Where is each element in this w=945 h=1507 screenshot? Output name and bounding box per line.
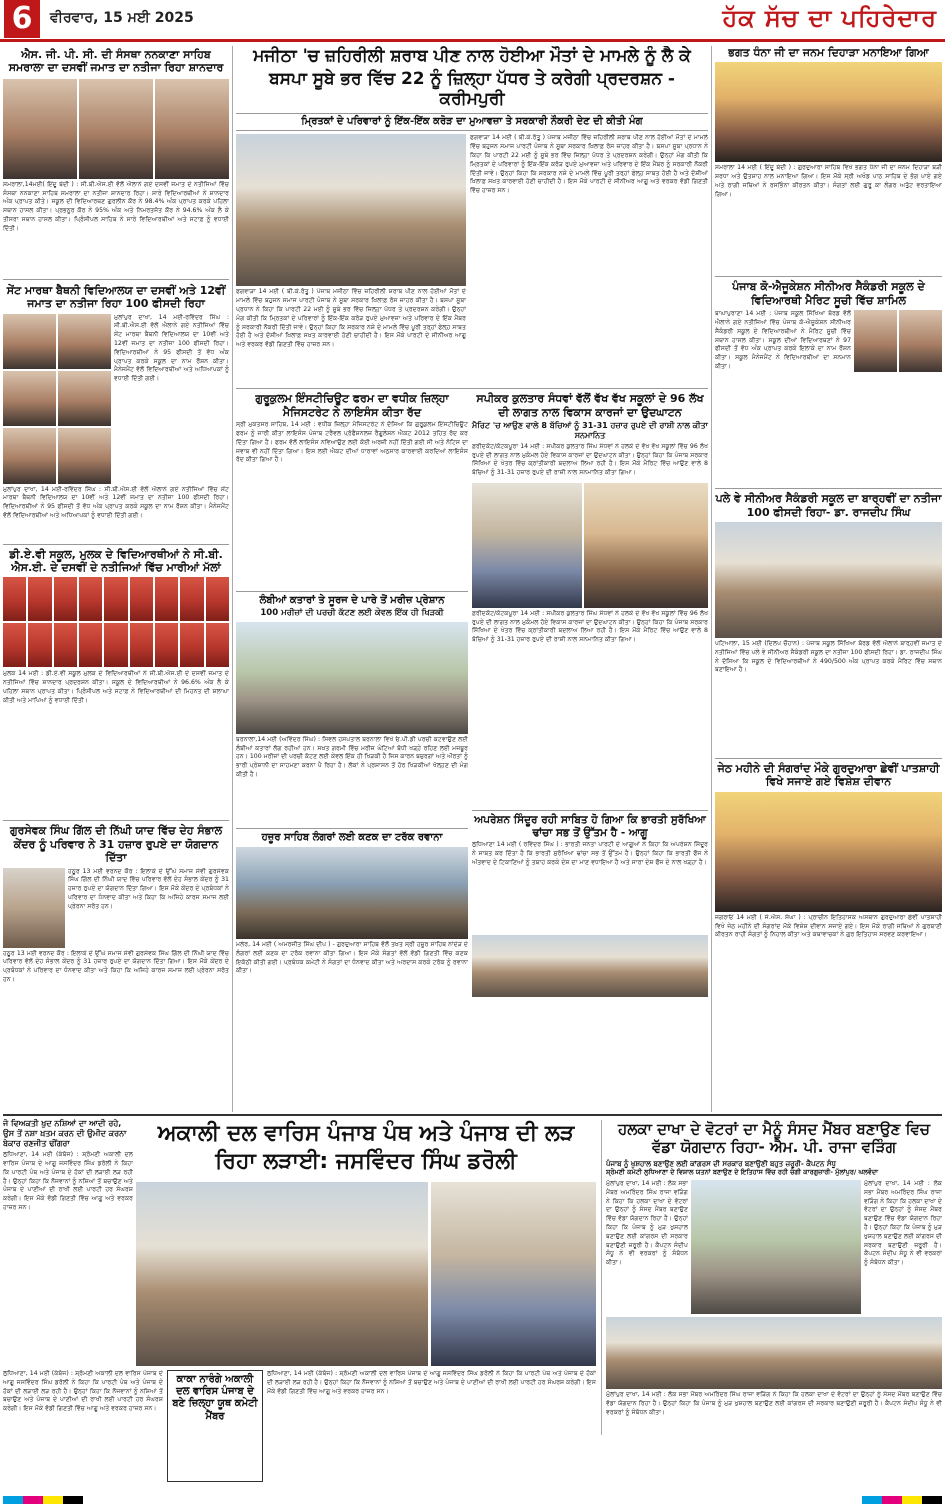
story-body-cont2: ਲੁਧਿਆਣਾ, 14 ਮਈ (ਕੰਬੋਜ) : ਸ਼੍ਰੋਮਣੀ ਅਕਾਲੀ ਦਲ ਵਾਰਿਸ ਪੰਜਾਬ ਦੇ ਆਗੂ ਜਸਵਿੰਦਰ ਸਿੰਘ ਡਰੋਲੀ ਨੇ ਕਿਹਾ ਕਿ ਪਾਰਟੀ ਪੰਥ ਅਤੇ ਪੰਜਾਬ ਦੇ ਹੱਕਾਂ ਦੀ ਲੜਾਈ ਲੜ ਰਹੀ ਹੈ। ਉਨ੍ਹਾਂ ਕਿਹਾ ਕਿ ਨੌਜਵਾਨਾਂ ਨੂੰ ਨਸ਼ਿਆਂ ਤੋਂ ਬਚਾਉਣ ਅਤੇ ਪੰਜਾਬ ਦੇ ਪਾਣੀਆਂ ਦੀ ਰਾਖੀ ਲਈ ਪਾਰਟੀ ਹਰ ਸੰਘਰਸ਼ ਕਰੇਗੀ। ਇਸ ਮੌਕੇ ਵੱਡੀ ਗਿਣਤੀ ਵਿੱਚ ਆਗੂ ਅਤੇ ਵਰਕਰ ਹਾਜ਼ਰ ਸਨ। — [267, 1370, 596, 1395]
story-body: ਸ੍ਰੀ ਮੁਕਤਸਰ ਸਾਹਿਬ, 14 ਮਈ : ਵਧੀਕ ਜ਼ਿਲ੍ਹਾ ਮੈਜਿਸਟਰੇਟ ਨੇ ਦੱਸਿਆ ਕਿ ਗੁਰੂਕੁਲਮ ਇੰਸਟੀਚਿਊਟ ਫਰਮ ਨੂੰ ਜਾਰੀ ਕੀਤਾ ਲਾਇਸੰਸ ਪੰਜਾਬ ਟਰੈਵਲ ਪ੍ਰੋਫੈਸ਼ਨਲਜ਼ ਰੈਗੂਲੇਸ਼ਨ ਐਕਟ 2012 ਤਹਿਤ ਰੱਦ ਕਰ ਦਿੱਤਾ ਗਿਆ ਹੈ। ਫਰਮ ਵੱਲੋਂ ਲਾਇਸੰਸ ਨਵਿਆਉਣ ਲਈ ਕੋਈ ਅਰਜ਼ੀ ਨਹੀਂ ਦਿੱਤੀ ਗਈ ਸੀ ਅਤੇ ਨੋਟਿਸ ਦਾ ਜਵਾਬ ਵੀ ਨਹੀਂ ਦਿੱਤਾ ਗਿਆ। ਇਸ ਲਈ ਐਕਟ ਦੀਆਂ ਧਾਰਾਵਾਂ ਅਨੁਸਾਰ ਕਾਰਵਾਈ ਕਰਦਿਆਂ ਲਾਇਸੰਸ ਰੱਦ ਕੀਤਾ ਗਿਆ ਹੈ। — [236, 421, 468, 464]
paper-name: ਹੱਕ ਸੱਚ ਦਾ ਪਹਿਰੇਦਾਰ — [722, 4, 937, 32]
story-title: ਅਪਰੇਸ਼ਨ ਸਿੰਦੂਰ ਰਹੀ ਸਾਬਿਤ ਹੋ ਗਿਆ ਕਿ ਭਾਰਤੀ ਸੁਰੱਖਿਆ ਢਾਂਚਾ ਸਭ ਤੋਂ ਉੱਤਮ ਹੈ - ਆਗੂ — [474, 813, 706, 839]
story-body-cont: ਹਠੂਰ 13 ਮਈ ਵਰਨਦ ਕੌਰ : ਇਲਾਕੇ ਦੇ ਉੱਘੇ ਸਮਾਜ ਸੇਵੀ ਗੁਰਸੇਵਕ ਸਿੰਘ ਗਿੱਲ ਦੀ ਨਿੱਘੀ ਯਾਦ ਵਿੱਚ ਪਰਿਵਾਰ ਵੱਲੋਂ ਦੇਹ ਸੰਭਾਲ ਕੇਂਦਰ ਨੂੰ 31 ਹਜ਼ਾਰ ਰੁਪਏ ਦਾ ਯੋਗਦਾਨ ਦਿੱਤਾ ਗਿਆ। ਇਸ ਮੌਕੇ ਕੇਂਦਰ ਦੇ ਪ੍ਰਬੰਧਕਾਂ ਨੇ ਪਰਿਵਾਰ ਦਾ ਧੰਨਵਾਦ ਕੀਤਾ ਅਤੇ ਕਿਹਾ ਕਿ ਅਜਿਹੇ ਕਾਰਜ ਸਮਾਜ ਲਈ ਪ੍ਰੇਰਨਾ ਸਰੋਤ ਹਨ। — [3, 949, 229, 984]
story-body: ਪਟਿਆਲਾ, 15 ਮਈ (ਦਿਲਪ ਚੌਹਾਨ) : ਪੰਜਾਬ ਸਕੂਲ ਸਿੱਖਿਆ ਬੋਰਡ ਵੱਲੋਂ ਐਲਾਨੇ ਬਾਰ੍ਹਵੀਂ ਜਮਾਤ ਦੇ ਨਤੀਜਿਆਂ ਵਿੱਚ ਪਲੇ ਵੇ ਸੀਨੀਅਰ ਸੈਕੰਡਰੀ ਸਕੂਲ ਦਾ ਨਤੀਜਾ 100 ਫੀਸਦੀ ਰਿਹਾ। ਡਾ. ਰਾਜਦੀਪ ਸਿੰਘ ਨੇ ਦੱਸਿਆ ਕਿ ਸਕੂਲ ਦੇ ਵਿਦਿਆਰਥੀਆਂ ਨੇ 490/500 ਅੰਕ ਪ੍ਰਾਪਤ ਕਰਕੇ ਮੈਰਿਟ ਵਿੱਚ ਸਥਾਨ ਬਣਾਇਆ ਹੈ। — [715, 640, 942, 674]
bottom-lead-headline: ਅਕਾਲੀ ਦਲ ਵਾਰਿਸ ਪੰਜਾਬ ਪੰਥ ਅਤੇ ਪੰਜਾਬ ਦੀ ਲੜ ਰਿਹਾ ਲੜਾਈ: ਜਸਵਿੰਦਰ ਸਿੰਘ ਡਰੋਲੀ — [157, 1121, 575, 1174]
story-body-cont: ਫ਼ਰੀਦਕੋਟ/ਕੋਟਕਪੂਰਾ 14 ਮਈ : ਸਪੀਕਰ ਕੁਲਤਾਰ ਸਿੰਘ ਸੰਧਵਾਂ ਨੇ ਹਲਕੇ ਦੇ ਵੱਖ ਵੱਖ ਸਕੂਲਾਂ ਵਿੱਚ 96 ਲੱਖ ਰੁਪਏ ਦੀ ਲਾਗਤ ਨਾਲ ਮੁਕੰਮਲ ਹੋਏ ਵਿਕਾਸ ਕਾਰਜਾਂ ਦਾ ਉਦਘਾਟਨ ਕੀਤਾ। ਉਨ੍ਹਾਂ ਕਿਹਾ ਕਿ ਪੰਜਾਬ ਸਰਕਾਰ ਸਿੱਖਿਆ ਦੇ ਖੇਤਰ ਵਿੱਚ ਕ੍ਰਾਂਤੀਕਾਰੀ ਬਦਲਾਅ ਲਿਆ ਰਹੀ ਹੈ। ਇਸ ਮੌਕੇ ਮੈਰਿਟ ਵਿੱਚ ਆਉਣ ਵਾਲੇ 8 ਬੱਚਿਆਂ ਨੂੰ 31-31 ਹਜ਼ਾਰ ਰੁਪਏ ਦੀ ਰਾਸ਼ੀ ਨਾਲ ਸਨਮਾਨਿਤ ਕੀਤਾ ਗਿਆ। — [472, 609, 708, 644]
gurdwara-event-photo — [715, 62, 942, 162]
story-subtitle: ਮੈਰਿਟ 'ਚ ਆਉਣ ਵਾਲੇ 8 ਬੱਚਿਆਂ ਨੂੰ 31-31 ਹਜ਼ਾਰ ਰੁਪਏ ਦੀ ਰਾਸ਼ੀ ਨਾਲ ਕੀਤਾ ਸਨਮਾਨਿਤ — [472, 421, 708, 440]
story-body-cont: ਮੁੱਲਾਂਪੁਰ ਦਾਖਾ, 14 ਮਈ : ਲੋਕ ਸਭਾ ਮੈਂਬਰ ਅਮਰਿੰਦਰ ਸਿੰਘ ਰਾਜਾ ਵੜਿੰਗ ਨੇ ਕਿਹਾ ਕਿ ਹਲਕਾ ਦਾਖਾ ਦੇ ਵੋਟਰਾਂ ਦਾ ਉਨ੍ਹਾਂ ਨੂੰ ਸੰਸਦ ਮੈਂਬਰ ਬਣਾਉਣ ਵਿੱਚ ਵੱਡਾ ਯੋਗਦਾਨ ਰਿਹਾ ਹੈ। ਉਨ੍ਹਾਂ ਕਿਹਾ ਕਿ ਪੰਜਾਬ ਨੂੰ ਮੁੜ ਖੁਸ਼ਹਾਲ ਬਣਾਉਣ ਲਈ ਕਾਂਗਰਸ ਦੀ ਸਰਕਾਰ ਬਣਾਉਣੀ ਜ਼ਰੂਰੀ ਹੈ। ਕੈਪਟਨ ਸੰਦੀਪ ਸੰਧੂ ਨੇ ਵੀ ਵਰਕਰਾਂ ਨੂੰ ਸੰਬੋਧਨ ਕੀਤਾ। — [864, 1180, 942, 1267]
story-subtitle: 100 ਮਰੀਜ਼ਾਂ ਦੀ ਪਰਚੀ ਕੱਟਣ ਲਈ ਕੇਵਲ ਇੱਕ ਹੀ ਖਿੜਕੀ — [260, 608, 444, 619]
story-title: ਭਗਤ ਧੰਨਾ ਜੀ ਦਾ ਜਨਮ ਦਿਹਾੜਾ ਮਨਾਇਆ ਗਿਆ — [728, 46, 929, 59]
boxed-headline: ਕਾਕਾ ਨਾਰੰਗੇ ਅਕਾਲੀ ਦਲ ਵਾਰਿਸ ਪੰਜਾਬ ਦੇ ਬਣੇ ਜ਼ਿਲ੍ਹਾ ਯੂਥ ਕਮੇਟੀ ਮੈਂਬਰ — [167, 1370, 263, 1482]
story-title: ਐਸ. ਜੀ. ਪੀ. ਸੀ. ਦੀ ਸੰਸਥਾ ਨਨਕਾਣਾ ਸਾਹਿਬ ਸਮਰਾਲਾ ਦਾ ਦਸਵੀਂ ਜਮਾਤ ਦਾ ਨਤੀਜਾ ਰਿਹਾ ਸ਼ਾਨਦਾਰ — [8, 48, 224, 75]
portrait-photo — [3, 868, 65, 948]
student-photo — [79, 79, 153, 179]
lead-headline-line2: ਬਸਪਾ ਸੂਬੇ ਭਰ ਵਿੱਚ 22 ਨੂੰ ਜ਼ਿਲ੍ਹਾ ਪੱਧਰ ਤੇ ਕਰੇਗੀ ਪ੍ਰਦਰਸ਼ਨ - ਕਰੀਮਪੁਰੀ — [269, 68, 675, 110]
story-body: ਬਰਨਾਲਾ,14 ਮਈ (ਅਵਿੰਦਰ ਸਿੰਘ) : ਸਿਵਲ ਹਸਪਤਾਲ ਬਰਨਾਲਾ ਵਿਖੇ ਓ.ਪੀ.ਡੀ ਪਰਚੀ ਕਟਵਾਉਣ ਲਈ ਲੰਬੀਆਂ ਕਤਾਰਾਂ ਲੱਗ ਰਹੀਆਂ ਹਨ। ਸਖ਼ਤ ਗਰਮੀ ਵਿੱਚ ਮਰੀਜ਼ ਘੰਟਿਆਂ ਬੱਧੀ ਖੜ੍ਹੇ ਰਹਿਣ ਲਈ ਮਜਬੂਰ ਹਨ। 100 ਮਰੀਜ਼ਾਂ ਦੀ ਪਰਚੀ ਕੱਟਣ ਲਈ ਕੇਵਲ ਇੱਕ ਹੀ ਖਿੜਕੀ ਹੈ ਜਿਸ ਕਾਰਨ ਬਜ਼ੁਰਗਾਂ ਅਤੇ ਔਰਤਾਂ ਨੂੰ ਭਾਰੀ ਪ੍ਰੇਸ਼ਾਨੀ ਦਾ ਸਾਹਮਣਾ ਕਰਨਾ ਪੈ ਰਿਹਾ ਹੈ। ਲੋਕਾਂ ਨੇ ਪ੍ਰਸ਼ਾਸਨ ਤੋਂ ਹੋਰ ਖਿੜਕੀਆਂ ਖੋਲ੍ਹਣ ਦੀ ਮੰਗ ਕੀਤੀ ਹੈ। — [236, 735, 468, 778]
story-title: ਗੁਰੂਕੁਲਮ ਇੰਸਟੀਚਿਊਟ ਫਰਮ ਦਾ ਵਧੀਕ ਜ਼ਿਲ੍ਹਾ ਮੈਜਿਸਟਰੇਟ ਨੇ ਲਾਇਸੰਸ ਕੀਤਾ ਰੱਦ — [255, 392, 449, 419]
student-photo — [58, 371, 111, 426]
bjp-meeting-photo — [472, 935, 708, 997]
plaque-photo — [584, 483, 708, 608]
story-body: ਮੁੱਲਾਂਪੁਰ ਦਾਖਾ, 14 ਮਈ : ਲੋਕ ਸਭਾ ਮੈਂਬਰ ਅਮਰਿੰਦਰ ਸਿੰਘ ਰਾਜਾ ਵੜਿੰਗ ਨੇ ਕਿਹਾ ਕਿ ਹਲਕਾ ਦਾਖਾ ਦੇ ਵੋਟਰਾਂ ਦਾ ਉਨ੍ਹਾਂ ਨੂੰ ਸੰਸਦ ਮੈਂਬਰ ਬਣਾਉਣ ਵਿੱਚ ਵੱਡਾ ਯੋਗਦਾਨ ਰਿਹਾ ਹੈ। ਉਨ੍ਹਾਂ ਕਿਹਾ ਕਿ ਪੰਜਾਬ ਨੂੰ ਮੁੜ ਖੁਸ਼ਹਾਲ ਬਣਾਉਣ ਲਈ ਕਾਂਗਰਸ ਦੀ ਸਰਕਾਰ ਬਣਾਉਣੀ ਜ਼ਰੂਰੀ ਹੈ। ਕੈਪਟਨ ਸੰਦੀਪ ਸੰਧੂ ਨੇ ਵੀ ਵਰਕਰਾਂ ਨੂੰ ਸੰਬੋਧਨ ਕੀਤਾ। — [606, 1180, 688, 1267]
story-subtitle: ਪੰਜਾਬ ਨੂੰ ਖੁਸ਼ਹਾਲ ਬਣਾਉਣ ਲਈ ਕਾਂਗਰਸ ਦੀ ਸਰਕਾਰ ਬਣਾਉਣੀ ਬਹੁਤ ਜ਼ਰੂਰੀ- ਕੈਪਟਨ ਸੰਧੂ — [606, 1159, 836, 1168]
akali-dal-photo — [136, 1182, 428, 1366]
story-body: ਫਗਵਾੜਾ 14 ਮਈ ( ਬੀ.ਕੇ.ਰੱਤੂ ) ਪੰਜਾਬ ਮਜੀਠਾ ਵਿੱਚ ਜ਼ਹਿਰੀਲੀ ਸ਼ਰਾਬ ਪੀਣ ਨਾਲ ਹੋਈਆਂ ਮੌਤਾਂ ਦੇ ਮਾਮਲੇ ਵਿੱਚ ਬਹੁਜਨ ਸਮਾਜ ਪਾਰਟੀ ਪੰਜਾਬ ਨੇ ਸੂਬਾ ਸਰਕਾਰ ਖ਼ਿਲਾਫ਼ ਰੋਸ ਜ਼ਾਹਰ ਕੀਤਾ ਹੈ। ਬਸਪਾ ਸੂਬਾ ਪ੍ਰਧਾਨ ਨੇ ਕਿਹਾ ਕਿ ਪਾਰਟੀ 22 ਮਈ ਨੂੰ ਸੂਬੇ ਭਰ ਵਿੱਚ ਜ਼ਿਲ੍ਹਾ ਪੱਧਰ ਤੇ ਪ੍ਰਦਰਸ਼ਨ ਕਰੇਗੀ। ਉਨ੍ਹਾਂ ਮੰਗ ਕੀਤੀ ਕਿ ਮ੍ਰਿਤਕਾਂ ਦੇ ਪਰਿਵਾਰਾਂ ਨੂੰ ਇੱਕ-ਇੱਕ ਕਰੋੜ ਰੁਪਏ ਮੁਆਵਜ਼ਾ ਅਤੇ ਪਰਿਵਾਰ ਦੇ ਇੱਕ ਮੈਂਬਰ ਨੂੰ ਸਰਕਾਰੀ ਨੌਕਰੀ ਦਿੱਤੀ ਜਾਵੇ। ਉਨ੍ਹਾਂ ਕਿਹਾ ਕਿ ਸਰਕਾਰ ਨਸ਼ੇ ਦੇ ਮਾਮਲੇ ਵਿੱਚ ਪੂਰੀ ਤਰ੍ਹਾਂ ਫੇਲ੍ਹ ਸਾਬਤ ਹੋਈ ਹੈ ਅਤੇ ਦੋਸ਼ੀਆਂ ਖ਼ਿਲਾਫ਼ ਸਖ਼ਤ ਕਾਰਵਾਈ ਹੋਣੀ ਚਾਹੀਦੀ ਹੈ। ਇਸ ਮੌਕੇ ਪਾਰਟੀ ਦੇ ਸੀਨੀਅਰ ਆਗੂ ਅਤੇ ਵਰਕਰ ਵੱਡੀ ਗਿਣਤੀ ਵਿੱਚ ਹਾਜ਼ਰ ਸਨ। — [236, 288, 466, 349]
story-title: ਹਜ਼ੂਰ ਸਾਹਿਬ ਲੰਗਰਾਂ ਲਈ ਕਣਕ ਦਾ ਟਰੱਕ ਰਵਾਨਾ — [261, 831, 443, 843]
story-body-cont: ਲੁਧਿਆਣਾ, 14 ਮਈ (ਕੰਬੋਜ) : ਸ਼੍ਰੋਮਣੀ ਅਕਾਲੀ ਦਲ ਵਾਰਿਸ ਪੰਜਾਬ ਦੇ ਆਗੂ ਜਸਵਿੰਦਰ ਸਿੰਘ ਡਰੋਲੀ ਨੇ ਕਿਹਾ ਕਿ ਪਾਰਟੀ ਪੰਥ ਅਤੇ ਪੰਜਾਬ ਦੇ ਹੱਕਾਂ ਦੀ ਲੜਾਈ ਲੜ ਰਹੀ ਹੈ। ਉਨ੍ਹਾਂ ਕਿਹਾ ਕਿ ਨੌਜਵਾਨਾਂ ਨੂੰ ਨਸ਼ਿਆਂ ਤੋਂ ਬਚਾਉਣ ਅਤੇ ਪੰਜਾਬ ਦੇ ਪਾਣੀਆਂ ਦੀ ਰਾਖੀ ਲਈ ਪਾਰਟੀ ਹਰ ਸੰਘਰਸ਼ ਕਰੇਗੀ। ਇਸ ਮੌਕੇ ਵੱਡੀ ਗਿਣਤੀ ਵਿੱਚ ਆਗੂ ਅਤੇ ਵਰਕਰ ਹਾਜ਼ਰ ਸਨ। — [3, 1370, 163, 1413]
story-body: ਲੁਧਿਆਣਾ, 14 ਮਈ (ਕੰਬੋਜ) : ਸ਼੍ਰੋਮਣੀ ਅਕਾਲੀ ਦਲ ਵਾਰਿਸ ਪੰਜਾਬ ਦੇ ਆਗੂ ਜਸਵਿੰਦਰ ਸਿੰਘ ਡਰੋਲੀ ਨੇ ਕਿਹਾ ਕਿ ਪਾਰਟੀ ਪੰਥ ਅਤੇ ਪੰਜਾਬ ਦੇ ਹੱਕਾਂ ਦੀ ਲੜਾਈ ਲੜ ਰਹੀ ਹੈ। ਉਨ੍ਹਾਂ ਕਿਹਾ ਕਿ ਨੌਜਵਾਨਾਂ ਨੂੰ ਨਸ਼ਿਆਂ ਤੋਂ ਬਚਾਉਣ ਅਤੇ ਪੰਜਾਬ ਦੇ ਪਾਣੀਆਂ ਦੀ ਰਾਖੀ ਲਈ ਪਾਰਟੀ ਹਰ ਸੰਘਰਸ਼ ਕਰੇਗੀ। ਇਸ ਮੌਕੇ ਵੱਡੀ ਗਿਣਤੀ ਵਿੱਚ ਆਗੂ ਅਤੇ ਵਰਕਰ ਹਾਜ਼ਰ ਸਨ। — [3, 1151, 133, 1212]
crowd-photo — [606, 1317, 942, 1389]
color-registration-strip — [862, 1496, 942, 1504]
hospital-queue-photo — [236, 622, 468, 734]
lead-headline-line1: ਮਜੀਠਾ 'ਚ ਜ਼ਹਿਰੀਲੀ ਸ਼ਰਾਬ ਪੀਣ ਨਾਲ ਹੋਈਆ ਮੌਤਾਂ ਦੇ ਮਾਮਲੇ ਨੂੰ ਲੈ ਕੇ — [253, 46, 691, 66]
story-body: ਮੁਲਾਂਪੁਰ ਦਾਖਾ, 14 ਮਈ-ਰਵਿੰਦਰ ਸਿੰਘ : ਸੀ.ਬੀ.ਐਸ.ਈ ਵੱਲੋਂ ਐਲਾਨੇ ਗਏ ਨਤੀਜਿਆਂ ਵਿੱਚ ਸੇਂਟ ਮਾਰਥਾ ਬੈਥਨੀ ਵਿਦਿਆਲਯ ਦਾ 10ਵੀਂ ਅਤੇ 12ਵੀਂ ਜਮਾਤ ਦਾ ਨਤੀਜਾ 100 ਫੀਸਦੀ ਰਿਹਾ। ਵਿਦਿਆਰਥੀਆਂ ਨੇ 95 ਫੀਸਦੀ ਤੋਂ ਵੱਧ ਅੰਕ ਪ੍ਰਾਪਤ ਕਰਕੇ ਸਕੂਲ ਦਾ ਨਾਮ ਰੌਸ਼ਨ ਕੀਤਾ। ਮੈਨੇਜਮੈਂਟ ਵੱਲੋਂ ਵਿਦਿਆਰਥੀਆਂ ਅਤੇ ਅਧਿਆਪਕਾਂ ਨੂੰ ਵਧਾਈ ਦਿੱਤੀ ਗਈ। — [114, 313, 229, 383]
student-photo — [155, 79, 229, 179]
student-photo — [58, 428, 111, 483]
student-photo — [3, 79, 77, 179]
lead-subheadline: ਮ੍ਰਿਤਕਾਂ ਦੇ ਪਰਿਵਾਰਾਂ ਨੂੰ ਇੱਕ-ਇੱਕ ਕਰੋੜ ਦਾ ਮੁਆਵਜ਼ਾ ਤੇ ਸਰਕਾਰੀ ਨੌਕਰੀ ਦੇਣ ਦੀ ਕੀਤੀ ਮੰਗ — [236, 113, 708, 131]
story-body: ਹਠੂਰ 13 ਮਈ ਵਰਨਦ ਕੌਰ : ਇਲਾਕੇ ਦੇ ਉੱਘੇ ਸਮਾਜ ਸੇਵੀ ਗੁਰਸੇਵਕ ਸਿੰਘ ਗਿੱਲ ਦੀ ਨਿੱਘੀ ਯਾਦ ਵਿੱਚ ਪਰਿਵਾਰ ਵੱਲੋਂ ਦੇਹ ਸੰਭਾਲ ਕੇਂਦਰ ਨੂੰ 31 ਹਜ਼ਾਰ ਰੁਪਏ ਦਾ ਯੋਗਦਾਨ ਦਿੱਤਾ ਗਿਆ। ਇਸ ਮੌਕੇ ਕੇਂਦਰ ਦੇ ਪ੍ਰਬੰਧਕਾਂ ਨੇ ਪਰਿਵਾਰ ਦਾ ਧੰਨਵਾਦ ਕੀਤਾ ਅਤੇ ਕਿਹਾ ਕਿ ਅਜਿਹੇ ਕਾਰਜ ਸਮਾਜ ਲਈ ਪ੍ਰੇਰਨਾ ਸਰੋਤ ਹਨ। — [68, 867, 229, 910]
story-body: ਜਗਰਾਓਂ 14 ਮਈ ( ਜੇ.ਐਸ. ਸੰਘਾ ) : ਪ੍ਰਾਚੀਨ ਇਤਿਹਾਸਕ ਅਸਥਾਨ ਗੁਰਦੁਆਰਾ ਛੇਵੀਂ ਪਾਤਸ਼ਾਹੀ ਵਿਖੇ ਜੇਠ ਮਹੀਨੇ ਦੀ ਸੰਗਰਾਂਦ ਮੌਕੇ ਵਿਸ਼ੇਸ਼ ਦੀਵਾਨ ਸਜਾਏ ਗਏ। ਇਸ ਮੌਕੇ ਰਾਗੀ ਜਥਿਆਂ ਨੇ ਗੁਰਬਾਣੀ ਕੀਰਤਨ ਰਾਹੀਂ ਸੰਗਤਾਂ ਨੂੰ ਨਿਹਾਲ ਕੀਤਾ ਅਤੇ ਕਥਾਵਾਚਕਾਂ ਨੇ ਗੁਰ ਇਤਿਹਾਸ ਸਰਵਣ ਕਰਵਾਇਆ। — [715, 913, 942, 939]
story-title: ਜੇਠ ਮਹੀਨੇ ਦੀ ਸੰਗਰਾਂਦ ਮੌਕੇ ਗੁਰਦੁਆਰਾ ਛੇਵੀਂ ਪਾਤਸ਼ਾਹੀ ਵਿਖੇ ਸਜਾਏ ਗਏ ਵਿਸ਼ੇਸ਼ ਦੀਵਾਨ — [717, 762, 940, 789]
school-students-photo — [715, 522, 942, 638]
masthead — [0, 0, 945, 42]
student-photos — [3, 314, 111, 484]
left-column — [3, 46, 229, 1112]
story-body-cont: ਫਗਵਾੜਾ 14 ਮਈ ( ਬੀ.ਕੇ.ਰੱਤੂ ) ਪੰਜਾਬ ਮਜੀਠਾ ਵਿੱਚ ਜ਼ਹਿਰੀਲੀ ਸ਼ਰਾਬ ਪੀਣ ਨਾਲ ਹੋਈਆਂ ਮੌਤਾਂ ਦੇ ਮਾਮਲੇ ਵਿੱਚ ਬਹੁਜਨ ਸਮਾਜ ਪਾਰਟੀ ਪੰਜਾਬ ਨੇ ਸੂਬਾ ਸਰਕਾਰ ਖ਼ਿਲਾਫ਼ ਰੋਸ ਜ਼ਾਹਰ ਕੀਤਾ ਹੈ। ਬਸਪਾ ਸੂਬਾ ਪ੍ਰਧਾਨ ਨੇ ਕਿਹਾ ਕਿ ਪਾਰਟੀ 22 ਮਈ ਨੂੰ ਸੂਬੇ ਭਰ ਵਿੱਚ ਜ਼ਿਲ੍ਹਾ ਪੱਧਰ ਤੇ ਪ੍ਰਦਰਸ਼ਨ ਕਰੇਗੀ। ਉਨ੍ਹਾਂ ਮੰਗ ਕੀਤੀ ਕਿ ਮ੍ਰਿਤਕਾਂ ਦੇ ਪਰਿਵਾਰਾਂ ਨੂੰ ਇੱਕ-ਇੱਕ ਕਰੋੜ ਰੁਪਏ ਮੁਆਵਜ਼ਾ ਅਤੇ ਪਰਿਵਾਰ ਦੇ ਇੱਕ ਮੈਂਬਰ ਨੂੰ ਸਰਕਾਰੀ ਨੌਕਰੀ ਦਿੱਤੀ ਜਾਵੇ। ਉਨ੍ਹਾਂ ਕਿਹਾ ਕਿ ਸਰਕਾਰ ਨਸ਼ੇ ਦੇ ਮਾਮਲੇ ਵਿੱਚ ਪੂਰੀ ਤਰ੍ਹਾਂ ਫੇਲ੍ਹ ਸਾਬਤ ਹੋਈ ਹੈ ਅਤੇ ਦੋਸ਼ੀਆਂ ਖ਼ਿਲਾਫ਼ ਸਖ਼ਤ ਕਾਰਵਾਈ ਹੋਣੀ ਚਾਹੀਦੀ ਹੈ। ਇਸ ਮੌਕੇ ਪਾਰਟੀ ਦੇ ਸੀਨੀਅਰ ਆਗੂ ਅਤੇ ਵਰਕਰ ਵੱਡੀ ਗਿਣਤੀ ਵਿੱਚ ਹਾਜ਼ਰ ਸਨ। — [470, 134, 708, 195]
color-registration-strip — [3, 1496, 83, 1504]
student-photos — [3, 79, 229, 179]
student-photo — [3, 314, 56, 369]
right-column — [715, 46, 942, 1112]
issue-date: ਵੀਰਵਾਰ, 15 ਮਈ 2025 — [50, 10, 194, 26]
story-body: ਫ਼ਰੀਦਕੋਟ/ਕੋਟਕਪੂਰਾ 14 ਮਈ : ਸਪੀਕਰ ਕੁਲਤਾਰ ਸਿੰਘ ਸੰਧਵਾਂ ਨੇ ਹਲਕੇ ਦੇ ਵੱਖ ਵੱਖ ਸਕੂਲਾਂ ਵਿੱਚ 96 ਲੱਖ ਰੁਪਏ ਦੀ ਲਾਗਤ ਨਾਲ ਮੁਕੰਮਲ ਹੋਏ ਵਿਕਾਸ ਕਾਰਜਾਂ ਦਾ ਉਦਘਾਟਨ ਕੀਤਾ। ਉਨ੍ਹਾਂ ਕਿਹਾ ਕਿ ਪੰਜਾਬ ਸਰਕਾਰ ਸਿੱਖਿਆ ਦੇ ਖੇਤਰ ਵਿੱਚ ਕ੍ਰਾਂਤੀਕਾਰੀ ਬਦਲਾਅ ਲਿਆ ਰਹੀ ਹੈ। ਇਸ ਮੌਕੇ ਮੈਰਿਟ ਵਿੱਚ ਆਉਣ ਵਾਲੇ 8 ਬੱਚਿਆਂ ਨੂੰ 31-31 ਹਜ਼ਾਰ ਰੁਪਏ ਦੀ ਰਾਸ਼ੀ ਨਾਲ ਸਨਮਾਨਿਤ ਕੀਤਾ ਗਿਆ। — [472, 442, 708, 477]
student-photos — [854, 310, 942, 372]
story-body: ਮਲੇਰ, 14 ਮਈ ( ਅਮਰਜੀਤ ਸਿੰਘ ਦੀਪ ) - ਗੁਰਦੁਆਰਾ ਸਾਹਿਬ ਵੱਲੋਂ ਤਖ਼ਤ ਸ੍ਰੀ ਹਜ਼ੂਰ ਸਾਹਿਬ ਨਾਂਦੇੜ ਦੇ ਲੰਗਰਾਂ ਲਈ ਕਣਕ ਦਾ ਟਰੱਕ ਰਵਾਨਾ ਕੀਤਾ ਗਿਆ। ਇਸ ਮੌਕੇ ਸੰਗਤਾਂ ਵੱਲੋਂ ਵੱਡੀ ਗਿਣਤੀ ਵਿੱਚ ਕਣਕ ਇਕੱਠੀ ਕੀਤੀ ਗਈ। ਪ੍ਰਬੰਧਕ ਕਮੇਟੀ ਨੇ ਸੰਗਤਾਂ ਦਾ ਧੰਨਵਾਦ ਕੀਤਾ ਅਤੇ ਅਰਦਾਸ ਕਰਕੇ ਟਰੱਕ ਨੂੰ ਰਵਾਨਾ ਕੀਤਾ। — [236, 940, 468, 975]
story-body-cont2: ਮੁੱਲਾਂਪੁਰ ਦਾਖਾ, 14 ਮਈ : ਲੋਕ ਸਭਾ ਮੈਂਬਰ ਅਮਰਿੰਦਰ ਸਿੰਘ ਰਾਜਾ ਵੜਿੰਗ ਨੇ ਕਿਹਾ ਕਿ ਹਲਕਾ ਦਾਖਾ ਦੇ ਵੋਟਰਾਂ ਦਾ ਉਨ੍ਹਾਂ ਨੂੰ ਸੰਸਦ ਮੈਂਬਰ ਬਣਾਉਣ ਵਿੱਚ ਵੱਡਾ ਯੋਗਦਾਨ ਰਿਹਾ ਹੈ। ਉਨ੍ਹਾਂ ਕਿਹਾ ਕਿ ਪੰਜਾਬ ਨੂੰ ਮੁੜ ਖੁਸ਼ਹਾਲ ਬਣਾਉਣ ਲਈ ਕਾਂਗਰਸ ਦੀ ਸਰਕਾਰ ਬਣਾਉਣੀ ਜ਼ਰੂਰੀ ਹੈ। ਕੈਪਟਨ ਸੰਦੀਪ ਸੰਧੂ ਨੇ ਵੀ ਵਰਕਰਾਂ ਨੂੰ ਸੰਬੋਧਨ ਕੀਤਾ। — [606, 1391, 942, 1416]
story-body: ਸਮਰਾਲਾ,14ਮਈ( ਇੰਦੂ ਬੇਦੀ ) : ਸੀ.ਬੀ.ਐਸ.ਈ ਵੱਲੋਂ ਐਲਾਨੇ ਗਏ ਦਸਵੀਂ ਜਮਾਤ ਦੇ ਨਤੀਜਿਆਂ ਵਿੱਚ ਸੰਸਥਾ ਨਨਕਾਣਾ ਸਾਹਿਬ ਸਮਰਾਲਾ ਦਾ ਨਤੀਜਾ ਸ਼ਾਨਦਾਰ ਰਿਹਾ। ਸਾਰੇ ਵਿਦਿਆਰਥੀਆਂ ਨੇ ਸ਼ਾਨਦਾਰ ਅੰਕ ਪ੍ਰਾਪਤ ਕੀਤੇ। ਸਕੂਲ ਦੀ ਵਿਦਿਆਰਥਣ ਗੁਰਲੀਨ ਕੌਰ ਨੇ 98.4% ਅੰਕ ਪ੍ਰਾਪਤ ਕਰਕੇ ਪਹਿਲਾ ਸਥਾਨ ਹਾਸਲ ਕੀਤਾ। ਪ੍ਰਭਨੂਰ ਕੌਰ ਨੇ 95% ਅੰਕ ਅਤੇ ਨਿਮਰਤਜੋਤ ਕੌਰ ਨੇ 94.6% ਅੰਕ ਲੈ ਕੇ ਤੀਸਰਾ ਸਥਾਨ ਹਾਸਲ ਕੀਤਾ। ਪ੍ਰਿੰਸੀਪਲ ਸਾਹਿਬ ਨੇ ਸਾਰੇ ਵਿਦਿਆਰਥੀਆਂ ਅਤੇ ਸਟਾਫ਼ ਨੂੰ ਵਧਾਈ ਦਿੱਤੀ। — [3, 180, 229, 232]
story-title: ਪੰਜਾਬ ਕੋ-ਐਜੂਕੇਸ਼ਨ ਸੀਨੀਅਰ ਸੈਕੰਡਰੀ ਸਕੂਲ ਦੇ ਵਿਦਿਆਰਥੀ ਮੈਰਿਟ ਸੂਚੀ ਵਿੱਚ ਸ਼ਾਮਿਲ — [732, 280, 925, 307]
story-title: ਸੇਂਟ ਮਾਰਥਾ ਬੈਥਨੀ ਵਿਦਿਆਲਯ ਦਾ ਦਸਵੀਂ ਅਤੇ 12ਵੀਂ ਜਮਾਤ ਦਾ ਨਤੀਜਾ ਰਿਹਾ 100 ਫੀਸਦੀ ਰਿਹਾ — [6, 283, 226, 311]
story-title: ਡੀ.ਏ.ਵੀ ਸਕੂਲ, ਮੁਲਕ ਦੇ ਵਿਦਿਆਰਥੀਆਂ ਨੇ ਸੀ.ਬੀ. ਐਸ.ਈ. ਦੇ ਦਸਵੀਂ ਦੇ ਨਤੀਜਿਆਂ ਵਿੱਚ ਮਾਰੀਆਂ ਮੱਲਾਂ — [9, 547, 223, 575]
kicker-text: ਜੋ ਵਿਅਕਤੀ ਖੁਦ ਨਸ਼ਿਆਂ ਦਾ ਆਦੀ ਰਹੇ, ਉਸ ਤੋਂ ਨਸ਼ਾ ਖ਼ਤਮ ਕਰਨ ਦੀ ਉਮੀਦ ਕਰਨਾ ਬੇਕਾਰ ਰਣਜੀਤ ਢੀਂਗਰਾ — [3, 1119, 127, 1148]
center-column — [232, 46, 712, 1112]
student-photo — [58, 314, 111, 369]
protest-photo — [236, 134, 466, 286]
bottom-section — [3, 1114, 942, 1492]
story-title: ਲੰਬੀਆਂ ਕਤਾਰਾਂ ਤੇ ਸੂਰਜ ਦੇ ਪਾਰੇ ਤੋਂ ਮਰੀਜ਼ ਪ੍ਰੇਸ਼ਾਨ — [259, 595, 445, 607]
paper-logo[interactable] — [722, 4, 937, 32]
inauguration-photo — [472, 483, 582, 608]
truck-photo — [236, 847, 468, 939]
story-title: ਪਲੇ ਵੇ ਸੀਨੀਅਰ ਸੈਕੰਡਰੀ ਸਕੂਲ ਦਾ ਬਾਰ੍ਹਵੀਂ ਦਾ ਨਤੀਜਾ 100 ਫੀਸਦੀ ਰਿਹਾ- ਡਾ. ਰਾਜਦੀਪ ਸਿੰਘ — [715, 492, 942, 519]
story-body: ਸਮਰਾਲਾ 14 ਮਈ ( ਇੰਦੂ ਬੇਦੀ ) : ਗੁਰਦੁਆਰਾ ਸਾਹਿਬ ਵਿਖੇ ਭਗਤ ਧੰਨਾ ਜੀ ਦਾ ਜਨਮ ਦਿਹਾੜਾ ਬੜੀ ਸ਼ਰਧਾ ਅਤੇ ਉਤਸ਼ਾਹ ਨਾਲ ਮਨਾਇਆ ਗਿਆ। ਇਸ ਮੌਕੇ ਸ੍ਰੀ ਅਖੰਡ ਪਾਠ ਸਾਹਿਬ ਦੇ ਭੋਗ ਪਾਏ ਗਏ ਅਤੇ ਰਾਗੀ ਜਥਿਆਂ ਨੇ ਰਸਭਿੰਨਾ ਕੀਰਤਨ ਕੀਤਾ। ਸੰਗਤਾਂ ਲਈ ਗੁਰੂ ਕਾ ਲੰਗਰ ਅਤੁੱਟ ਵਰਤਾਇਆ ਗਿਆ। — [715, 164, 942, 198]
student-photo — [3, 371, 56, 426]
story-body: ਲੁਧਿਆਣਾ 14 ਮਈ ( ਰਵਿੰਦਰ ਸਿੰਘ ) : ਭਾਰਤੀ ਜਨਤਾ ਪਾਰਟੀ ਦੇ ਆਗੂਆਂ ਨੇ ਕਿਹਾ ਕਿ ਅਪਰੇਸ਼ਨ ਸਿੰਦੂਰ ਨੇ ਸਾਬਤ ਕਰ ਦਿੱਤਾ ਹੈ ਕਿ ਭਾਰਤੀ ਸੁਰੱਖਿਆ ਢਾਂਚਾ ਸਭ ਤੋਂ ਉੱਤਮ ਹੈ। ਉਨ੍ਹਾਂ ਕਿਹਾ ਕਿ ਭਾਰਤੀ ਫੌਜ ਨੇ ਅੱਤਵਾਦ ਦੇ ਟਿਕਾਣਿਆਂ ਨੂੰ ਤਬਾਹ ਕਰਕੇ ਦੇਸ਼ ਦਾ ਮਾਣ ਵਧਾਇਆ ਹੈ ਅਤੇ ਸਾਰਾ ਦੇਸ਼ ਫੌਜ ਦੇ ਨਾਲ ਖੜ੍ਹਾ ਹੈ। — [472, 841, 708, 866]
story-body: ਬਾਘਾਪੁਰਾਣਾ 14 ਮਈ : ਪੰਜਾਬ ਸਕੂਲ ਸਿੱਖਿਆ ਬੋਰਡ ਵੱਲੋਂ ਐਲਾਨੇ ਗਏ ਨਤੀਜਿਆਂ ਵਿੱਚ ਪੰਜਾਬ ਕੋ-ਐਜੂਕੇਸ਼ਨ ਸੀਨੀਅਰ ਸੈਕੰਡਰੀ ਸਕੂਲ ਦੇ ਵਿਦਿਆਰਥੀਆਂ ਨੇ ਮੈਰਿਟ ਸੂਚੀ ਵਿੱਚ ਸਥਾਨ ਹਾਸਲ ਕੀਤਾ। ਸਕੂਲ ਦੀਆਂ ਵਿਦਿਆਰਥਣਾਂ ਨੇ 97 ਫੀਸਦੀ ਤੋਂ ਵੱਧ ਅੰਕ ਪ੍ਰਾਪਤ ਕਰਕੇ ਇਲਾਕੇ ਦਾ ਨਾਮ ਰੌਸ਼ਨ ਕੀਤਾ। ਸਕੂਲ ਮੈਨੇਜਮੈਂਟ ਨੇ ਵਿਦਿਆਰਥੀਆਂ ਦਾ ਸਨਮਾਨ ਕੀਤਾ। — [715, 310, 851, 370]
rally-photo — [691, 1180, 861, 1314]
student-photos — [3, 577, 229, 667]
story-body-cont: ਮੁਲਾਂਪੁਰ ਦਾਖਾ, 14 ਮਈ-ਰਵਿੰਦਰ ਸਿੰਘ : ਸੀ.ਬੀ.ਐਸ.ਈ ਵੱਲੋਂ ਐਲਾਨੇ ਗਏ ਨਤੀਜਿਆਂ ਵਿੱਚ ਸੇਂਟ ਮਾਰਥਾ ਬੈਥਨੀ ਵਿਦਿਆਲਯ ਦਾ 10ਵੀਂ ਅਤੇ 12ਵੀਂ ਜਮਾਤ ਦਾ ਨਤੀਜਾ 100 ਫੀਸਦੀ ਰਿਹਾ। ਵਿਦਿਆਰਥੀਆਂ ਨੇ 95 ਫੀਸਦੀ ਤੋਂ ਵੱਧ ਅੰਕ ਪ੍ਰਾਪਤ ਕਰਕੇ ਸਕੂਲ ਦਾ ਨਾਮ ਰੌਸ਼ਨ ਕੀਤਾ। ਮੈਨੇਜਮੈਂਟ ਵੱਲੋਂ ਵਿਦਿਆਰਥੀਆਂ ਅਤੇ ਅਧਿਆਪਕਾਂ ਨੂੰ ਵਧਾਈ ਦਿੱਤੀ ਗਈ। — [3, 485, 229, 520]
student-photo — [3, 428, 56, 483]
kirtan-photo — [715, 792, 942, 912]
kicker-box — [3, 1119, 133, 1301]
story-body: ਮੁਲਕ 14 ਮਈ : ਡੀ.ਏ.ਵੀ ਸਕੂਲ ਮੁਲਕ ਦੇ ਵਿਦਿਆਰਥੀਆਂ ਨੇ ਸੀ.ਬੀ.ਐਸ.ਈ ਦੇ ਦਸਵੀਂ ਜਮਾਤ ਦੇ ਨਤੀਜਿਆਂ ਵਿੱਚ ਸ਼ਾਨਦਾਰ ਪ੍ਰਦਰਸ਼ਨ ਕੀਤਾ। ਸਕੂਲ ਦੇ ਵਿਦਿਆਰਥੀਆਂ ਨੇ 96.6% ਅੰਕ ਲੈ ਕੇ ਪਹਿਲਾ ਸਥਾਨ ਪ੍ਰਾਪਤ ਕੀਤਾ। ਪ੍ਰਿੰਸੀਪਲ ਅਤੇ ਸਟਾਫ਼ ਨੇ ਵਿਦਿਆਰਥੀਆਂ ਦੀ ਮਿਹਨਤ ਦੀ ਸ਼ਲਾਘਾ ਕੀਤੀ ਅਤੇ ਮਾਪਿਆਂ ਨੂੰ ਵਧਾਈ ਦਿੱਤੀ। — [3, 670, 229, 704]
page-number: 6 — [4, 0, 40, 38]
bottom-right-headline: ਹਲਕਾ ਦਾਖਾ ਦੇ ਵੋਟਰਾਂ ਦਾ ਮੈਨੂੰ ਸੰਸਦ ਮੈਂਬਰ ਬਣਾਉਣ ਵਿਚ ਵੱਡਾ ਯੋਗਦਾਨ ਰਿਹਾ- ਐਮ. ਪੀ. ਰਾਜਾ ਵੜਿੰਗ — [617, 1120, 930, 1157]
story-title: ਸਪੀਕਰ ਕੁਲਤਾਰ ਸੰਧਵਾਂ ਵੱਲੋਂ ਵੱਖ ਵੱਖ ਸਕੂਲਾਂ ਦੇ 96 ਲੱਖ ਦੀ ਲਾਗਤ ਨਾਲ ਵਿਕਾਸ ਕਾਰਜਾਂ ਦਾ ਉਦਘਾਟਨ — [476, 392, 704, 419]
story-title: ਗੁਰਸੇਵਕ ਸਿੰਘ ਗਿੱਲ ਦੀ ਨਿੱਘੀ ਯਾਦ ਵਿੱਚ ਦੇਹ ਸੰਭਾਲ ਕੇਂਦਰ ਨੂੰ ਪਰਿਵਾਰ ਨੇ 31 ਹਜ਼ਾਰ ਰੁਪਏ ਦਾ ਯੋਗਦਾਨ ਦਿੱਤਾ — [9, 824, 223, 865]
story-subtitle-2: ਸ਼੍ਰੋਮਣੀ ਕਮੇਟੀ ਲੁਧਿਆਣਾ ਦੇ ਵਿਸ਼ਾਲ ਯਤਨਾਂ ਬਣਾਉਣ ਦੇ ਇਤਿਹਾਸ ਵਿੱਚ ਰਹੀ ਚੰਗੀ ਕਾਰਗੁਜ਼ਾਰੀ- ਮੁੱਲਾਂਪੁਰ/ ਘਲਵੰਦਾ — [606, 1168, 879, 1177]
meeting-photo — [431, 1182, 596, 1366]
